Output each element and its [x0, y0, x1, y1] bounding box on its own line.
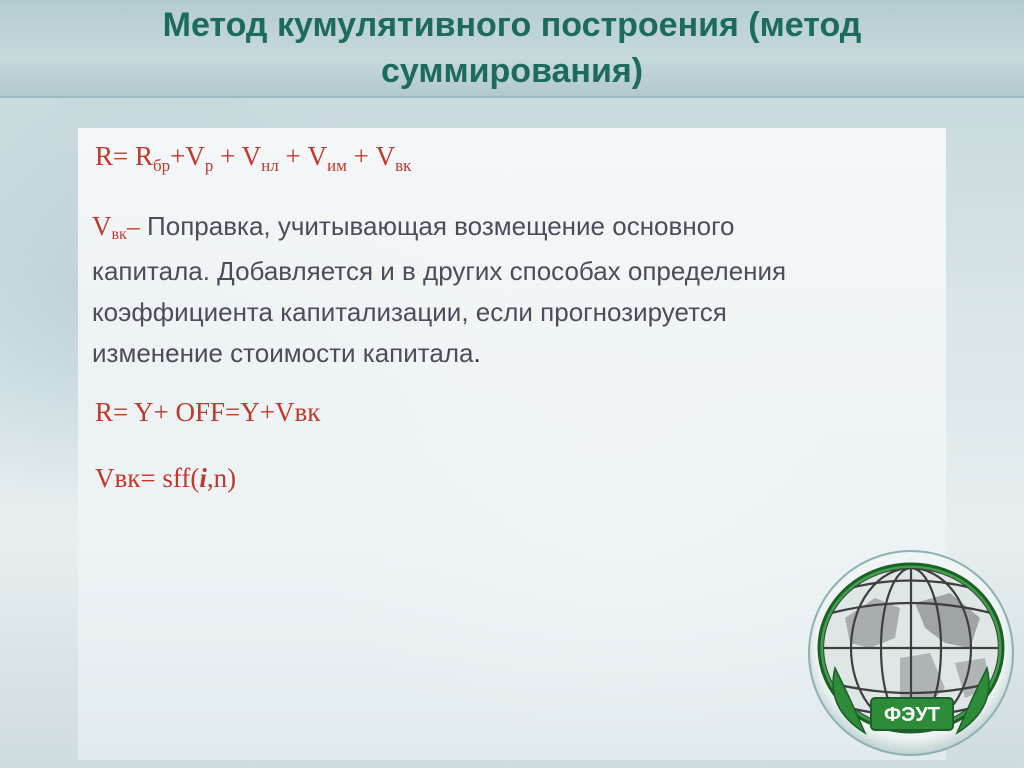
formula-vp-sub: p: [204, 156, 214, 175]
formula-r-sum: [95, 136, 411, 180]
description-line1: Поправка, учитывающая возмещение основного: [139, 211, 735, 241]
description-period: .: [473, 338, 481, 368]
formula-sff-prefix: Vвк= sff(: [95, 463, 200, 493]
formula-vvk-sub: вк: [395, 156, 412, 175]
slide-title: [60, 2, 964, 94]
feut-logo-text: ФЭУТ: [884, 704, 940, 726]
description-line2: капитала. Добавляется и в других способах определения: [92, 256, 787, 286]
formula-term-vnl: + V: [213, 141, 262, 171]
formula-sff-suffix: ,n): [206, 463, 237, 493]
formula-r-off: [95, 392, 320, 432]
description-symbol-v: V: [92, 211, 112, 241]
formula-lhs: R=: [95, 141, 129, 171]
title-bar: [0, 0, 1024, 98]
formula-vvk-sff: [95, 458, 236, 498]
description-dash: –: [126, 212, 140, 241]
slide-title-line2: суммирования): [380, 52, 644, 90]
description-line4: изменение стоимости капитала: [92, 338, 474, 368]
formula-sff-i: i: [199, 463, 207, 493]
formula-r: R: [135, 141, 154, 171]
description-line3: коэффициента капитализации, если прогнозируется: [92, 297, 727, 327]
description-symbol: [92, 211, 127, 241]
feut-globe-logo: [805, 548, 1017, 758]
formula-term-vvk: + V: [346, 141, 396, 171]
formula-term-vim: + V: [278, 141, 327, 171]
slide-title-line1: Метод кумулятивного построения (метод: [162, 6, 862, 44]
description-symbol-sub: вк: [111, 226, 127, 243]
formula-r-sub: бр: [153, 156, 171, 175]
formula-vnl-sub: нл: [261, 156, 279, 175]
formula-vim-sub: им: [326, 156, 347, 175]
formula-r-off-text: R= Y+ OFF=Y+Vвк: [95, 397, 321, 427]
formula-term-vp: +V: [170, 141, 205, 171]
description-paragraph: [92, 206, 922, 374]
